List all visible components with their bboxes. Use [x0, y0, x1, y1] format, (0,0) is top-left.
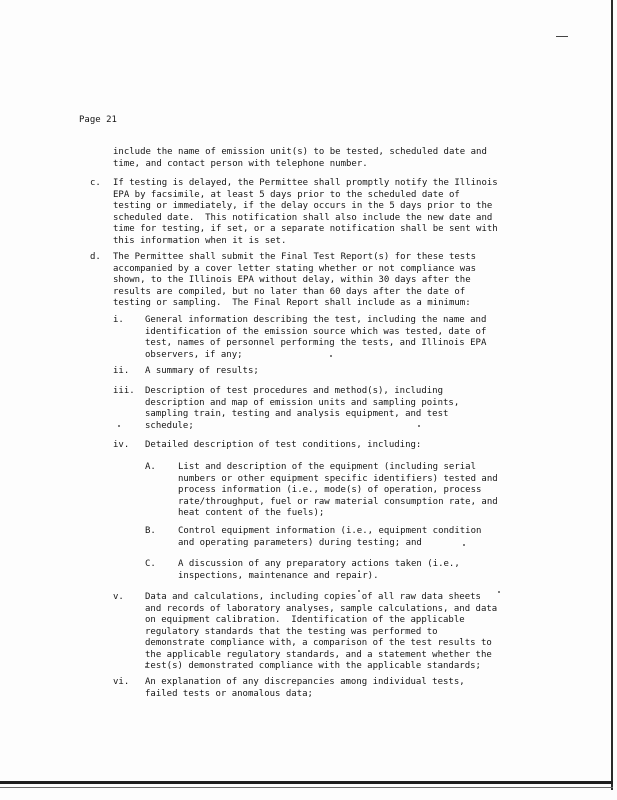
item-label-d: d. — [90, 252, 101, 262]
subsubitem-label-b: B. — [145, 526, 156, 536]
scan-edge-right — [611, 0, 613, 790]
item-d-line: The Permittee shall submit the Final Test Report(s) for these tests — [113, 252, 477, 262]
subitem-v-line: and records of laboratory analyses, sample calculations, and data — [145, 603, 498, 614]
scan-speck — [118, 425, 120, 427]
subitem-vi-line: failed tests or anomalous data; — [145, 688, 313, 699]
subsubitem-a-line: rate/throughput, fuel or raw material consumption rate, and — [178, 496, 498, 507]
subitem-label-iii: iii. — [113, 386, 135, 396]
subitem-ii-line: A summary of results; — [145, 366, 259, 376]
item-c-line: EPA by facsimile, at least 5 days prior to the scheduled date of — [113, 189, 460, 200]
subsubitem-a-line: process information (i.e., mode(s) of operation, process — [178, 485, 482, 495]
item-d-line: accompanied by a cover letter stating whether or not compliance was — [113, 263, 477, 274]
item-label-c: c. — [90, 178, 101, 188]
subitem-label-i: i. — [113, 315, 124, 325]
subitem-iii-line: Description of test procedures and method(s), including — [145, 386, 444, 396]
subitem-i-line: identification of the emission source which was tested, date of — [145, 326, 487, 337]
subitem-iii-line: sampling train, testing and analysis equipment, and test — [145, 409, 449, 419]
subitem-v-line: on equipment calibration. Identification of the applicable — [145, 615, 465, 625]
subitem-vi-line: An explanation of any discrepancies among individual tests, — [145, 677, 465, 687]
item-c-line: scheduled date. This notification shall also include the new date and — [113, 212, 493, 223]
subsubitem-b-line: Control equipment information (i.e., equipment condition — [178, 526, 482, 536]
intro-line: include the name of emission unit(s) to be tested, scheduled date and — [113, 147, 487, 157]
subsubitem-b-line: and operating parameters) during testing; and — [178, 537, 422, 548]
item-d-line: results are compiled, but no later than 60 days after the date of — [113, 286, 466, 297]
subitem-label-iv: iv. — [113, 440, 130, 450]
subsubitem-c-line: inspections, maintenance and repair). — [178, 570, 379, 581]
subsubitem-label-a: A. — [145, 462, 156, 472]
subitem-v-line: Data and calculations, including copies of all raw data sheets — [145, 592, 481, 602]
subitem-iii-line: description and map of emission units and sampling points, — [145, 397, 460, 408]
subitem-v-line: test(s) demonstrated compliance with the applicable standards; — [145, 661, 481, 671]
scan-speck — [330, 355, 332, 357]
item-d-line: testing or sampling. The Final Report shall include as a minimum: — [113, 298, 471, 308]
subsubitem-label-c: C. — [145, 559, 156, 569]
subitem-label-vi: vi. — [113, 677, 130, 687]
item-c-line: time for testing, if set, or a separate notification shall be sent with — [113, 224, 498, 234]
subitem-iv-line: Detailed description of test conditions, including: — [145, 440, 422, 450]
subitem-i-line: General information describing the test, including the name and — [145, 315, 487, 325]
subitem-v-line: demonstrate compliance with, a comparison of the test results to — [145, 638, 492, 648]
item-c-line: If testing is delayed, the Permittee shall promptly notify the Illinois — [113, 178, 498, 188]
subsubitem-a-line: heat content of the fuels); — [178, 508, 325, 518]
page-number: Page 21 — [79, 115, 117, 125]
scan-edge-bottom — [0, 781, 613, 784]
subsubitem-c-line: A discussion of any preparatory actions taken (i.e., — [178, 559, 460, 569]
subitem-i-line: observers, if any; — [145, 349, 243, 360]
scan-speck — [418, 425, 420, 427]
item-c-line: this information when it is set. — [113, 235, 287, 246]
subitem-label-ii: ii. — [113, 366, 130, 376]
subsubitem-a-line: List and description of the equipment (including serial — [178, 462, 477, 472]
scan-speck — [463, 544, 465, 546]
item-d-line: shown, to the Illinois EPA without delay, within 30 days after the — [113, 275, 471, 285]
scan-mark — [556, 36, 568, 37]
subitem-v-line: regulatory standards that the testing was performed to — [145, 626, 438, 637]
subitem-iii-line: schedule; — [145, 420, 194, 431]
subitem-i-line: test, names of personnel performing the tests, and Illinois EPA — [145, 338, 487, 348]
scan-edge-bottom-line — [0, 787, 613, 788]
subitem-label-v: v. — [113, 592, 124, 602]
subsubitem-a-line: numbers or other equipment specific identifiers) tested and — [178, 473, 498, 484]
subitem-v-line: the applicable regulatory standards, and a statement whether the — [145, 649, 492, 660]
intro-line: time, and contact person with telephone number. — [113, 158, 368, 169]
scan-speck — [498, 591, 500, 593]
item-c-line: testing or immediately, if the delay occurs in the 5 days prior to the — [113, 201, 493, 211]
